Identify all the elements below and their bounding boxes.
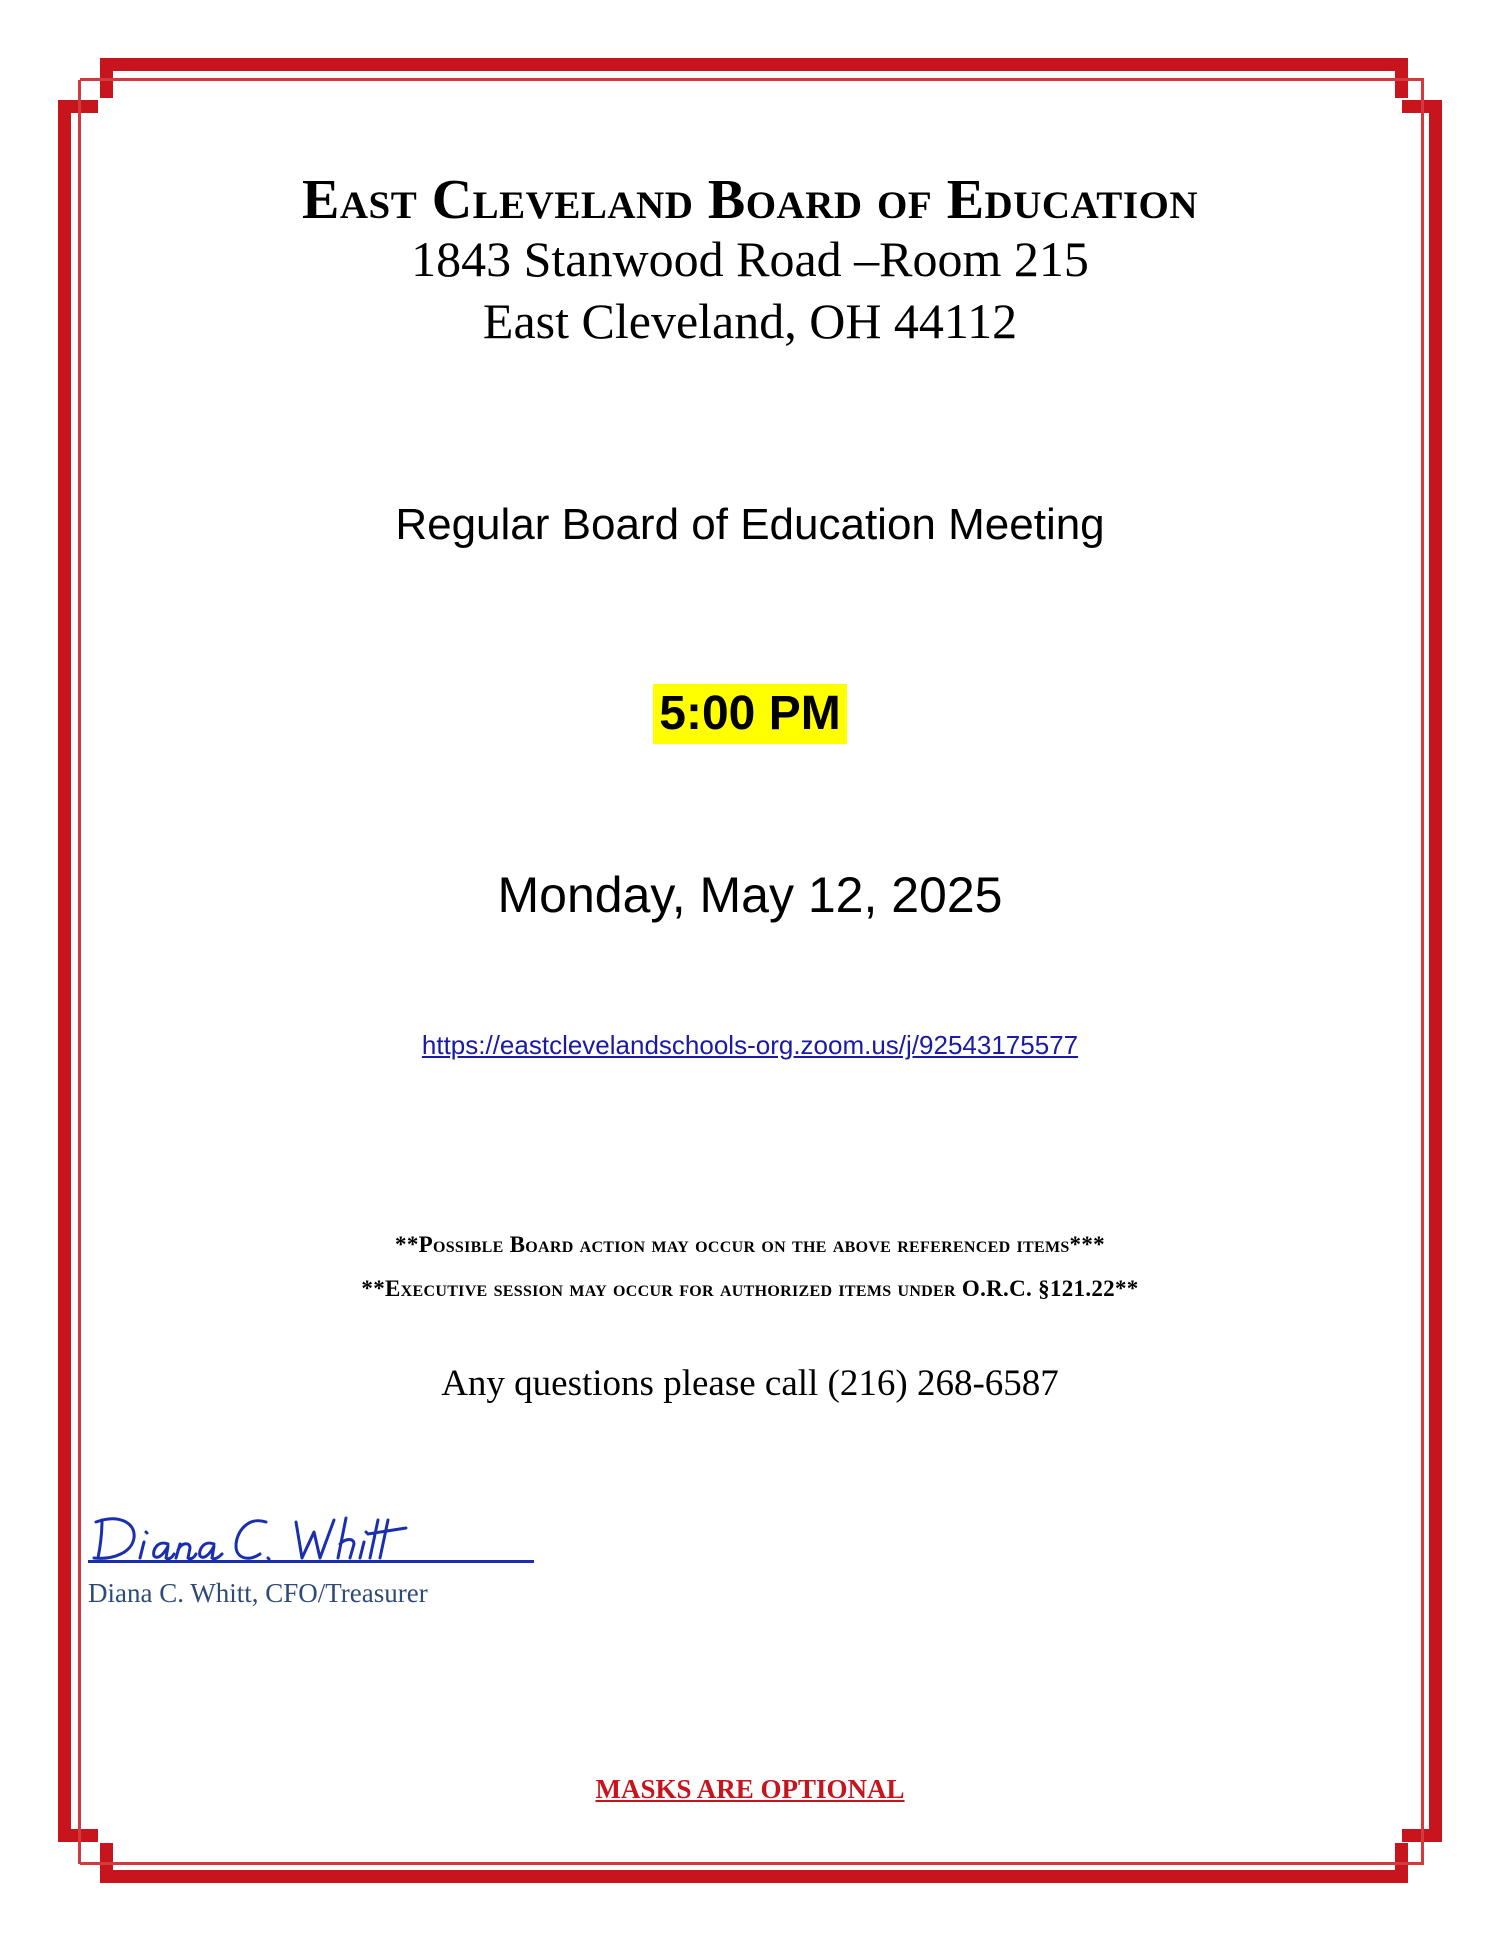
border-right-bar bbox=[1429, 100, 1442, 1842]
executive-session-notice: **Executive session may occur for authorized items under O.R.C. §121.22** bbox=[361, 1276, 1139, 1301]
zoom-link[interactable]: https://eastclevelandschools-org.zoom.us/j/92543175577 bbox=[421, 1030, 1079, 1060]
board-action-notice: **Possible Board action may occur on the above referenced items*** bbox=[395, 1232, 1105, 1257]
border-left-bar bbox=[58, 100, 71, 1842]
signature-line bbox=[88, 1560, 534, 1563]
meeting-time: 5:00 PM bbox=[653, 684, 846, 744]
masks-notice: MASKS ARE OPTIONAL bbox=[595, 1774, 905, 1804]
signer-name-title: Diana C. Whitt, CFO/Treasurer bbox=[88, 1578, 428, 1608]
organization-title: East Cleveland Board of Education bbox=[301, 169, 1198, 231]
signature-image bbox=[88, 1508, 534, 1566]
border-inner-top bbox=[80, 78, 1424, 81]
border-top-bar bbox=[100, 58, 1408, 71]
border-inner-bottom bbox=[80, 1862, 1424, 1865]
meeting-name: Regular Board of Education Meeting bbox=[395, 500, 1105, 549]
meeting-date: Monday, May 12, 2025 bbox=[497, 867, 1003, 923]
handwritten-signature bbox=[88, 1508, 534, 1566]
contact-questions: Any questions please call (216) 268-6587 bbox=[441, 1363, 1059, 1404]
address-city: East Cleveland, OH 44112 bbox=[482, 293, 1018, 349]
meeting-time-row bbox=[0, 684, 1500, 744]
border-bottom-bar bbox=[100, 1870, 1408, 1883]
address-street: 1843 Stanwood Road –Room 215 bbox=[411, 231, 1089, 287]
